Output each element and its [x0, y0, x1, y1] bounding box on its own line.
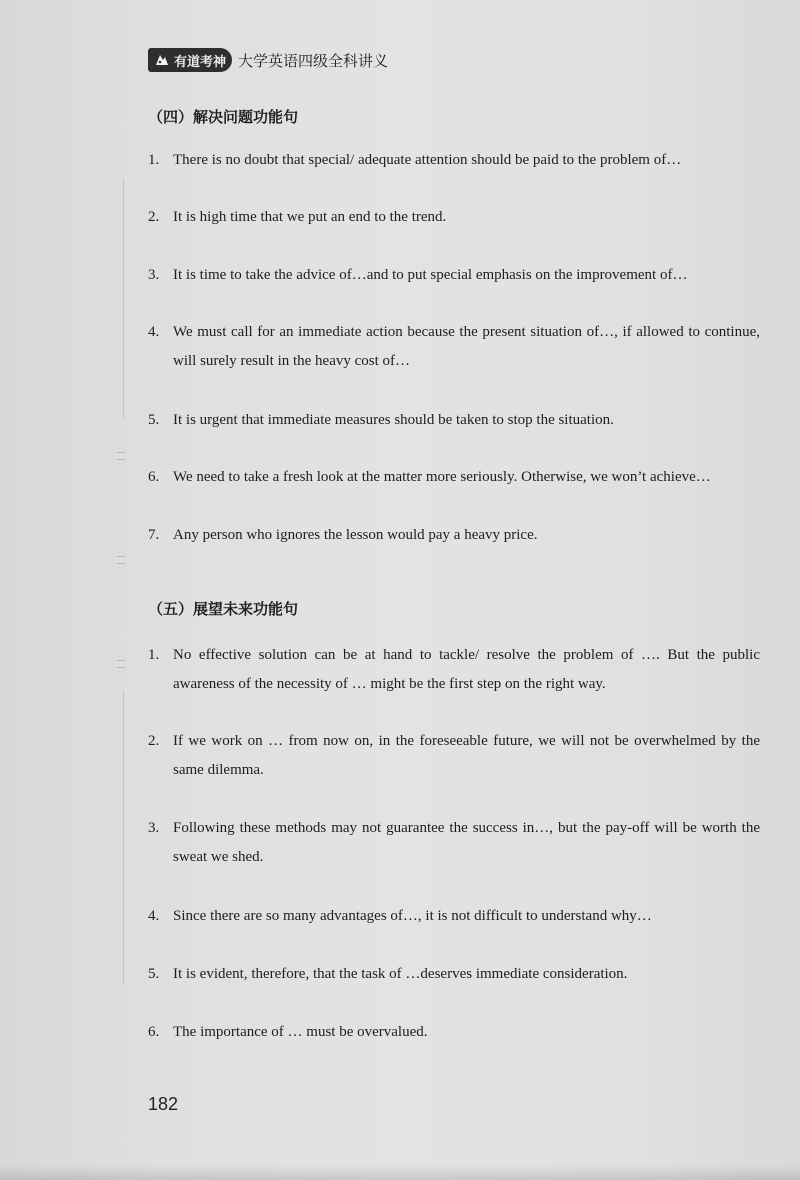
list-item	[148, 814, 760, 872]
list-item	[148, 463, 760, 492]
item-number: 7.	[148, 527, 160, 543]
item-text: The importance of … must be overvalued.	[173, 1024, 428, 1040]
item-text: We must call for an immediate action because the present situation of…, if allowed to continue, will surely result in the heavy cost of…	[173, 324, 760, 369]
item-number: 4.	[148, 324, 160, 340]
brand-badge	[148, 48, 232, 72]
list-item	[148, 641, 760, 699]
bleed-through-rule	[123, 178, 124, 420]
owl-logo-icon	[154, 52, 170, 68]
list-item	[148, 318, 760, 376]
item-text: It is time to take the advice of…and to put special emphasis on the improvement of…	[173, 267, 688, 283]
list-item	[148, 261, 760, 290]
running-header	[148, 47, 388, 73]
list-item	[148, 146, 760, 175]
section-title: （五）展望未来功能句	[148, 600, 299, 618]
list-item	[148, 203, 760, 232]
item-number: 3.	[148, 267, 160, 283]
list-item	[148, 960, 760, 989]
item-text: No effective solution can be at hand to tackle/ resolve the problem of …. But the public awareness of the necessity of … might be the first step on the right way.	[173, 647, 760, 692]
item-number: 5.	[148, 966, 160, 982]
item-text: We need to take a fresh look at the matter more seriously. Otherwise, we won’t achieve…	[173, 469, 711, 485]
item-text: Following these methods may not guarantee the success in…, but the pay-off will be worth the sweat we shed.	[173, 820, 760, 865]
item-text: Any person who ignores the lesson would pay a heavy price.	[173, 527, 538, 543]
item-number: 2.	[148, 733, 160, 749]
list-item	[148, 406, 760, 435]
bleed-through-mark	[117, 660, 125, 668]
list-item	[148, 521, 760, 550]
item-number: 4.	[148, 908, 160, 924]
item-number: 1.	[148, 647, 160, 663]
list-item	[148, 727, 760, 785]
item-text: There is no doubt that special/ adequate attention should be paid to the problem of…	[173, 152, 682, 168]
book-title: 大学英语四级全科讲义	[238, 51, 389, 70]
item-number: 6.	[148, 1024, 160, 1040]
list-item	[148, 1018, 760, 1047]
item-text: It is evident, therefore, that the task of …deserves immediate consideration.	[173, 966, 628, 982]
bleed-through-mark	[117, 452, 125, 460]
item-text: It is urgent that immediate measures should be taken to stop the situation.	[173, 412, 614, 428]
item-number: 2.	[148, 209, 160, 225]
item-number: 1.	[148, 152, 160, 168]
bleed-through-mark	[117, 556, 125, 564]
item-text: If we work on … from now on, in the foreseeable future, we will not be overwhelmed by the same dilemma.	[173, 733, 760, 778]
item-number: 6.	[148, 469, 160, 485]
bleed-through-rule	[123, 690, 124, 985]
page-number: 182	[148, 1094, 179, 1114]
section-title: （四）解决问题功能句	[148, 108, 299, 126]
item-number: 5.	[148, 412, 160, 428]
page-edge-shadow	[0, 1165, 800, 1180]
list-item	[148, 902, 760, 931]
item-text: Since there are so many advantages of…, it is not difficult to understand why…	[173, 908, 652, 924]
item-text: It is high time that we put an end to the trend.	[173, 209, 447, 225]
brand-name: 有道考神	[174, 54, 227, 70]
item-number: 3.	[148, 820, 160, 836]
